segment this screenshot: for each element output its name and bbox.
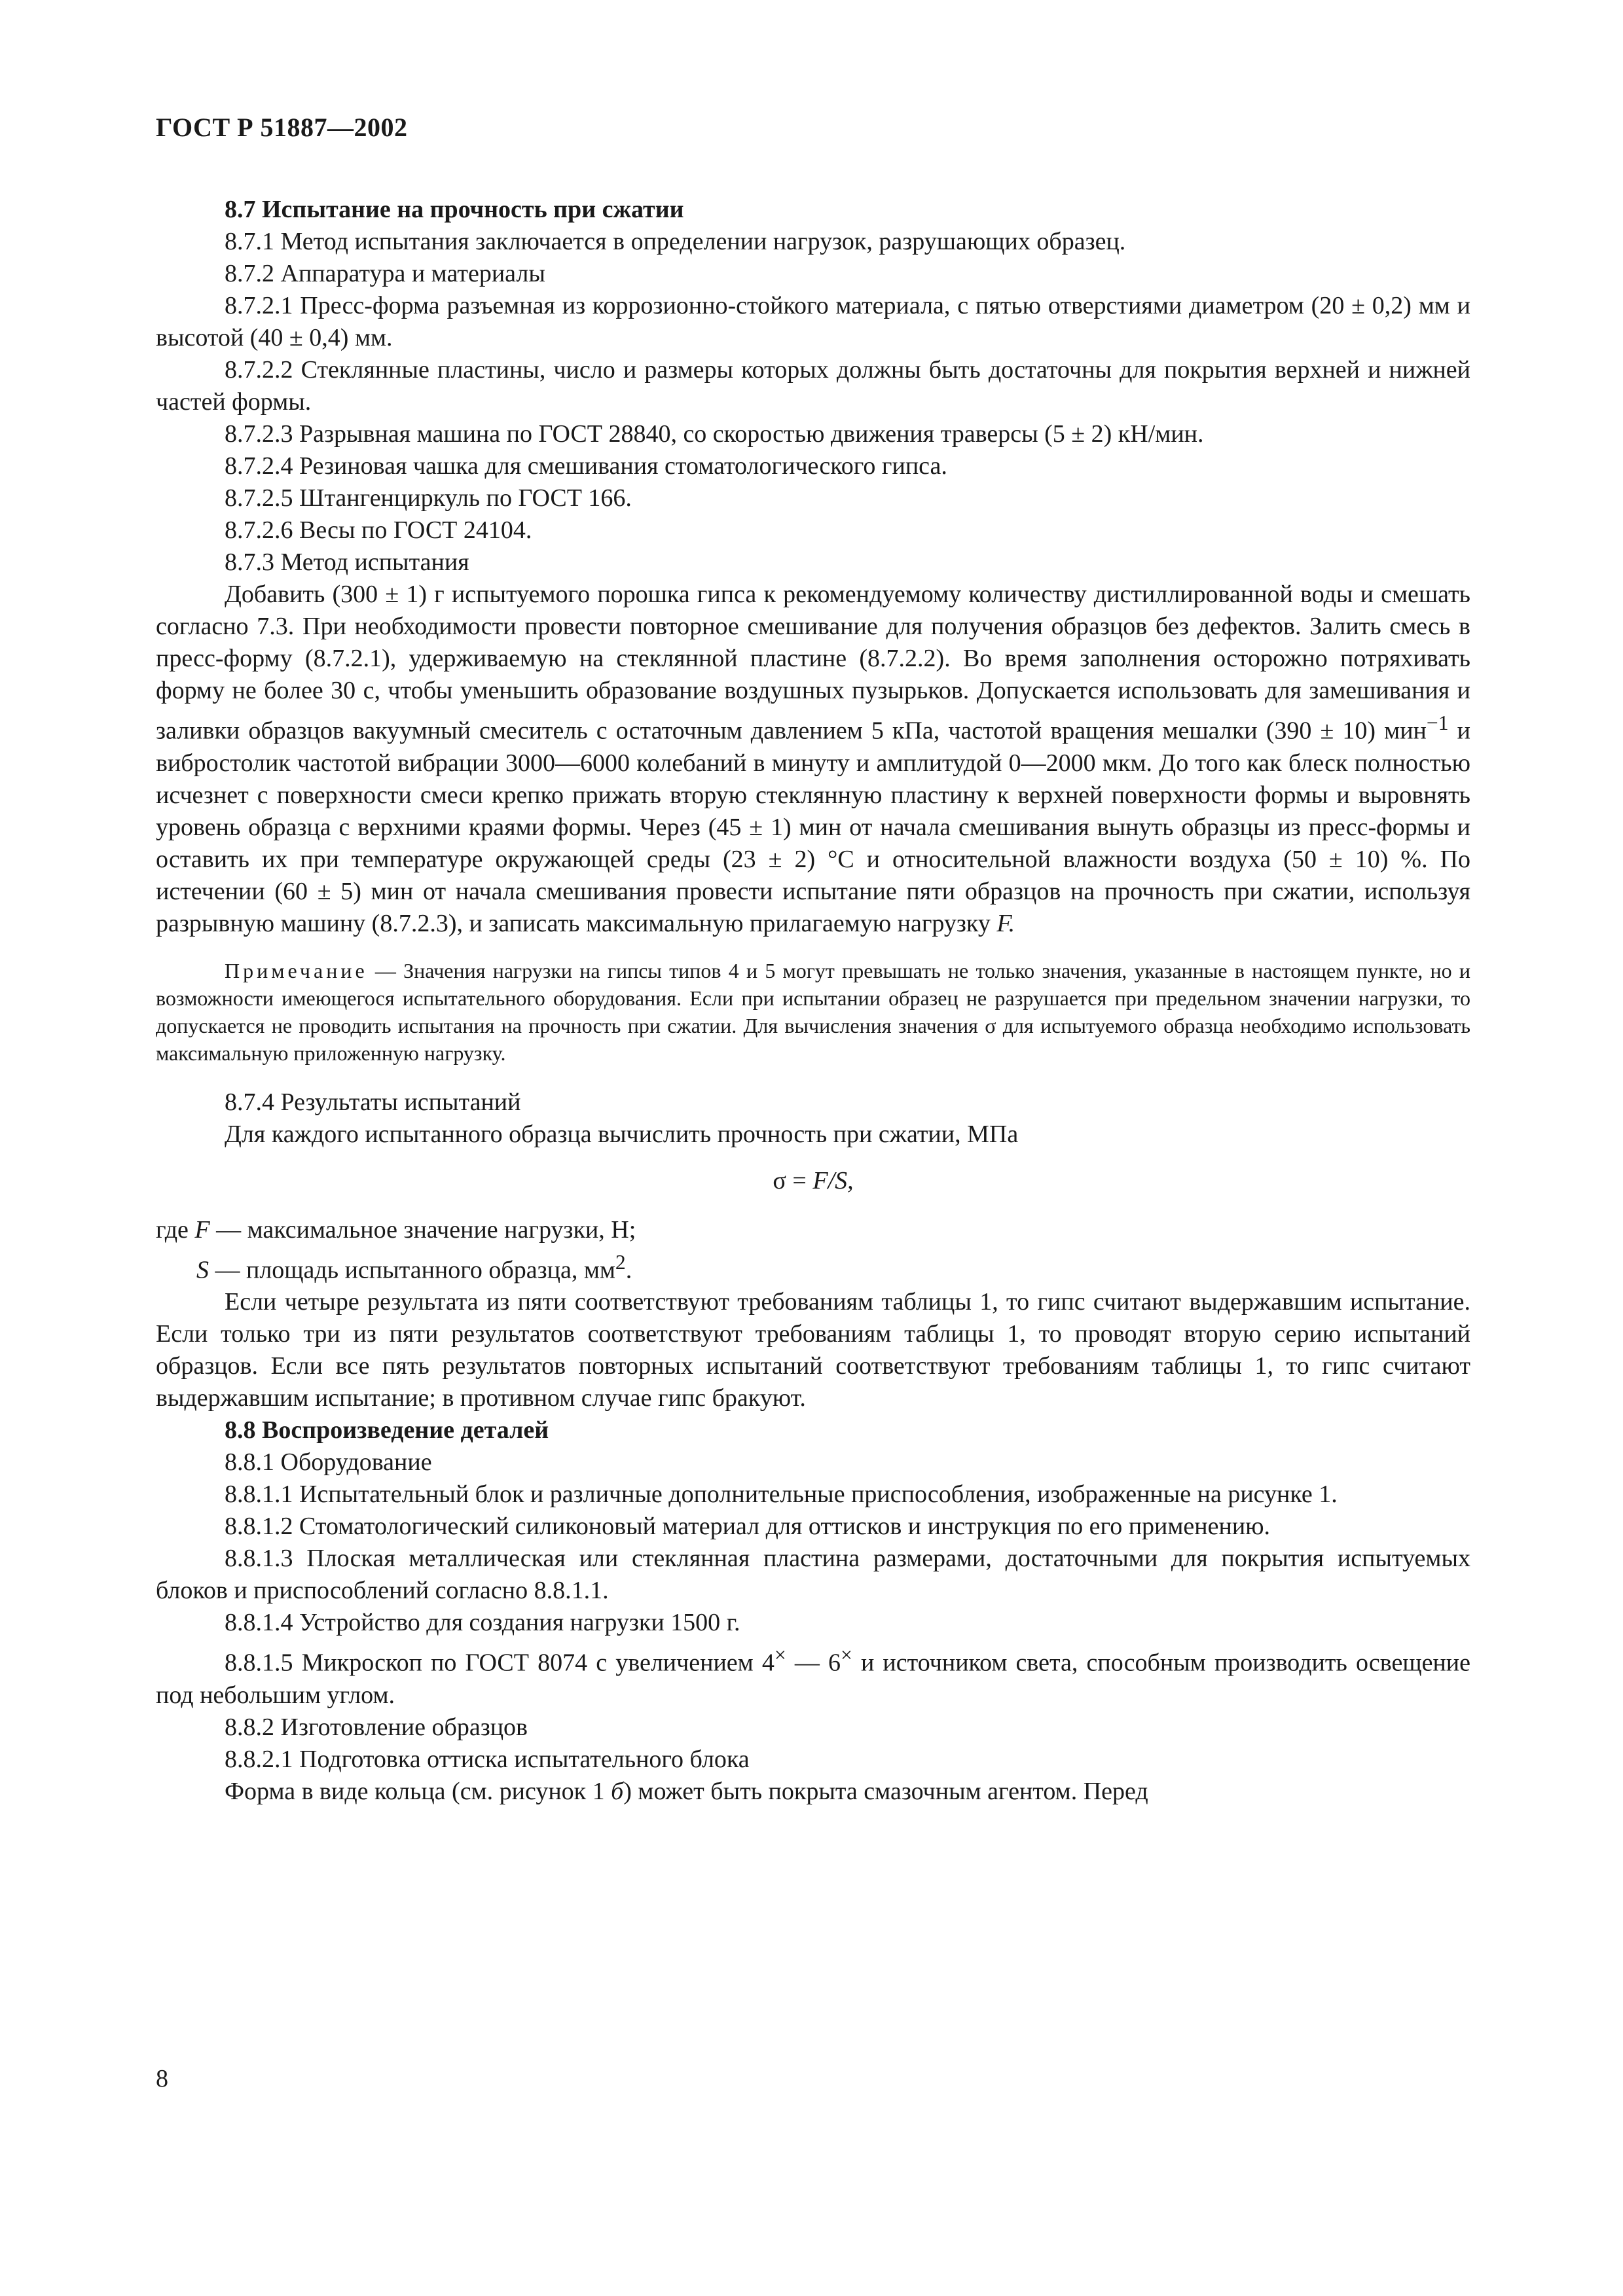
note-text: — Значения нагрузки на гипсы типов 4 и 5 могут превышать не только значения, указанные в настоящем пункте, но и возможности имеющегося испытательного оборудования. Если при испытании образец не разрушается при предельном значении нагрузки, то допускается не проводить испытания на прочность при сжатии. Для вычисления значения σ для испытуемого образца необходимо использовать максимальную приложенную нагрузку. (156, 958, 1470, 1065)
section-heading-8-8 (156, 1414, 1470, 1446)
conclusion-paragraph: Если четыре результата из пяти соответствуют требованиям таблицы 1, то гипс считают выдержавшим испытание. Если только три из пяти результатов соответствуют требованиям таблицы 1, то проводят вторую серию испытаний образцов. Если все пять результатов повторных испытаний соответствуют требованиям таблицы 1, то гипс считают выдержавшим испытание; в противном случае гипс бракуют. (156, 1288, 1470, 1412)
where-f-symbol: F (194, 1215, 210, 1244)
where-s-line (156, 1246, 1470, 1287)
paragraph-8-7-3: 8.7.3 Метод испытания (225, 548, 469, 576)
section-title: Испытание на прочность при сжатии (262, 196, 684, 223)
page-number: 8 (156, 2065, 168, 2092)
section-number: 8.8 (225, 1416, 256, 1444)
formula-equals: = (786, 1166, 813, 1194)
paragraph-8-7-2-3: 8.7.2.3 Разрывная машина по ГОСТ 28840, со скоростью движения траверсы (5 ± 2) кН/мин. (225, 420, 1204, 448)
paragraph-8-7-2: 8.7.2 Аппаратура и материалы (225, 260, 545, 287)
note-paragraph (156, 957, 1470, 1067)
paragraph-8-8-2-1: 8.8.2.1 Подготовка оттиска испытательного блока (225, 1745, 750, 1773)
where-s-text: — площадь испытанного образца, мм (209, 1256, 615, 1284)
last-paragraph (156, 1776, 1470, 1808)
paragraph-8-8-1-1: 8.8.1.1 Испытательный блок и различные дополнительные приспособления, изображенные на рисунке 1. (225, 1480, 1338, 1509)
method-superscript: −1 (1426, 711, 1449, 734)
method-text-b: и вибростолик частотой вибрации 3000—6000 колебаний в минуту и амплитудой 0—2000 мкм. До того как блеск полностью исчезнет с поверхности смеси крепко прижать вторую стеклянную пластину к верхней поверхности формы и выровнять уровень образца с верхними краями формы. Через (45 ± 1) мин от начала смешивания вынуть образцы из пресс-формы и оставить их при температуре окружающей среды (23 ± 2) °С и относительной влажности воздуха (50 ± 10) %. По истечении (60 ± 5) мин от начала смешивания провести испытание пяти образцов на прочность при сжатии, используя разрывную машину (8.7.2.3), и записать максимальную прилагаемую нагрузку (156, 717, 1470, 937)
where-f-text: — максимальное значение нагрузки, Н; (210, 1215, 636, 1244)
magnification-sup-1: × (774, 1643, 786, 1667)
paragraph-8-7-2-2: 8.7.2.2 Стеклянные пластины, число и размеры которых должны быть достаточны для покрытия верхней и нижней частей формы. (156, 356, 1470, 416)
section-title: Воспроизведение деталей (262, 1416, 549, 1444)
paragraph-8-7-2-5: 8.7.2.5 Штангенциркуль по ГОСТ 166. (225, 484, 632, 512)
paragraph-8-8-1: 8.8.1 Оборудование (225, 1448, 432, 1477)
section-heading-8-7 (156, 194, 1470, 226)
microscope-text-c: и источником света, способным производить освещение под небольшим углом. (156, 1649, 1471, 1709)
paragraph-8-8-1-2: 8.8.1.2 Стоматологический силиконовый материал для оттисков и инструкция по его применению. (225, 1513, 1271, 1541)
magnification-sup-2: × (840, 1643, 852, 1667)
method-load-symbol: F. (996, 909, 1015, 937)
paragraph-8-8-1-5 (156, 1639, 1470, 1712)
method-text-a: Добавить (300 ± 1) г испытуемого порошка гипса к рекомендуемому количеству дистиллированной воды и смешать согласно 7.3. При необходимости провести повторное смешивание для получения образцов без дефектов. Залить смесь в пресс-форму (8.7.2.1), удерживаемую на стеклянной пластине (8.7.2.2). Во время заполнения осторожно потряхивать форму не более 30 с, чтобы уменьшить образование воздушных пузырьков. Допускается использовать для замешивания и заливки образцов вакуумный смеситель с остаточным давлением 5 кПа, частотой вращения мешалки (390 ± 10) мин (156, 581, 1470, 745)
paragraph-8-8-1-4: 8.8.1.4 Устройство для создания нагрузки 1500 г. (225, 1609, 740, 1637)
paragraph-8-8-1-3: 8.8.1.3 Плоская металлическая или стеклянная пластина размерами, достаточными для покрытия испытуемых блоков и приспособлений согласно 8.8.1.1. (156, 1545, 1470, 1605)
document-body (156, 194, 1470, 1808)
microscope-text-a: 8.8.1.5 Микроскоп по ГОСТ 8074 с увеличением 4 (225, 1649, 775, 1677)
note-label: Примечание (225, 958, 368, 982)
section-number: 8.7 (225, 196, 256, 223)
last-text-c: ) может быть покрыта смазочным агентом. Перед (623, 1777, 1148, 1805)
paragraph-8-7-2-1: 8.7.2.1 Пресс-форма разъемная из коррозионно-стойкого материала, с пятью отверстиями диаметром (20 ± 0,2) мм и высотой (40 ± 0,4) мм. (156, 292, 1470, 351)
results-intro: Для каждого испытанного образца вычислить прочность при сжатии, МПа (225, 1120, 1019, 1148)
formula-rhs: F/S, (812, 1166, 854, 1194)
where-prefix: где (156, 1215, 195, 1244)
method-paragraph (156, 579, 1470, 940)
where-f-line (156, 1214, 1470, 1246)
paragraph-8-7-2-6: 8.7.2.6 Весы по ГОСТ 24104. (225, 516, 532, 544)
strength-formula (156, 1165, 1470, 1197)
paragraph-8-7-1: 8.7.1 Метод испытания заключается в определении нагрузок, разрушающих образец. (225, 228, 1126, 255)
paragraph-8-8-2: 8.8.2 Изготовление образцов (225, 1713, 528, 1741)
last-text-figure-ref: б (611, 1777, 624, 1805)
microscope-text-b: — 6 (786, 1649, 841, 1677)
where-s-symbol: S (196, 1256, 209, 1284)
paragraph-8-7-4: 8.7.4 Результаты испытаний (225, 1088, 521, 1116)
paragraph-8-7-2-4: 8.7.2.4 Резиновая чашка для смешивания стоматологического гипса. (225, 452, 947, 480)
where-s-end: . (625, 1256, 632, 1284)
formula-sigma: σ (773, 1166, 786, 1194)
standard-header: ГОСТ Р 51887—2002 (156, 113, 408, 142)
where-s-superscript: 2 (615, 1250, 626, 1274)
last-text-a: Форма в виде кольца (см. рисунок 1 (225, 1777, 611, 1805)
